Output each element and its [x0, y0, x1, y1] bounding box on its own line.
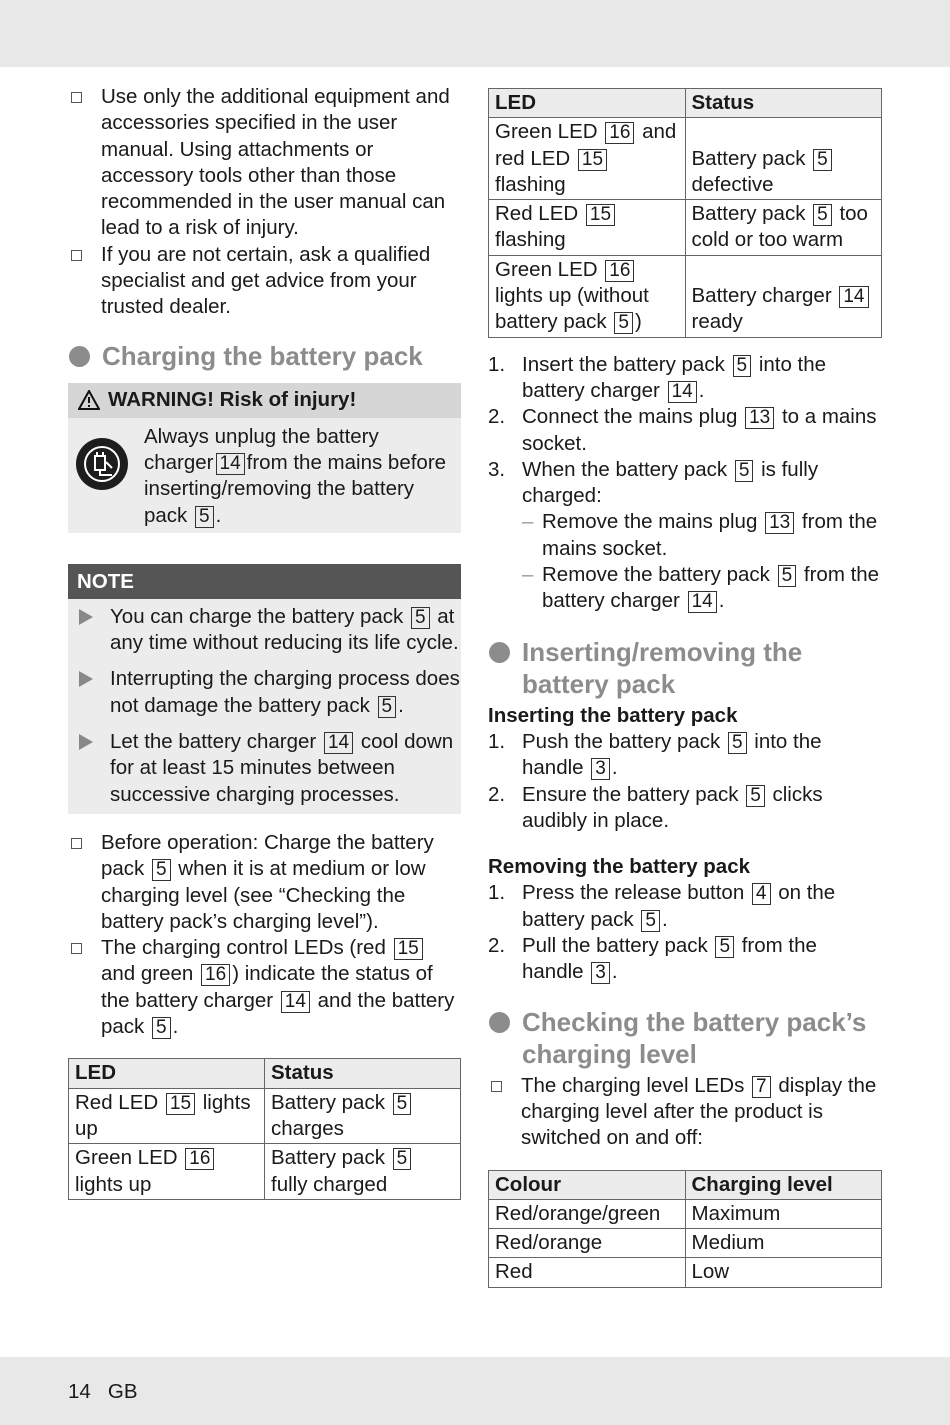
triangle-bullet-icon — [79, 734, 93, 750]
table-cell: Red LED 15 flashing — [489, 200, 686, 256]
table-header-row — [489, 1170, 882, 1199]
bullet-item: Use only the additional equipment and accessories specified in the user manual. Using attachments or accessory tools other than those recommended in the user manual can lead to a risk of injury. — [68, 84, 461, 242]
warning-body — [68, 418, 461, 533]
table-row — [489, 255, 882, 337]
table-header-row — [69, 1059, 461, 1088]
subheading-inserting: Inserting the battery pack — [488, 703, 738, 727]
note-box — [68, 564, 461, 814]
warning-title: WARNING! Risk of injury! — [108, 388, 357, 412]
led-status-table-2 — [488, 88, 882, 338]
table-cell: Red — [489, 1258, 686, 1287]
section-title: Charging the battery pack — [102, 340, 423, 371]
table-header-cell: LED — [69, 1059, 265, 1088]
table-header-cell: Charging level — [685, 1170, 882, 1199]
bullet-item: If you are not certain, ask a qualified specialist and get advice from your trusted dealer. — [68, 242, 461, 321]
table-row — [489, 1229, 882, 1258]
charging-steps — [488, 352, 882, 510]
section-heading-charging — [68, 340, 461, 372]
table-header-cell: Status — [685, 89, 882, 118]
table-cell: Battery pack 5 defective — [685, 118, 882, 200]
table-row — [489, 118, 882, 200]
table-header-row — [489, 89, 882, 118]
table-cell: Battery charger 14 ready — [685, 255, 882, 337]
table-cell: Red/orange — [489, 1229, 686, 1258]
dash-item: – Remove the battery pack 5 from the battery charger 14 . — [488, 562, 882, 615]
table-row — [489, 1258, 882, 1287]
table-cell: Red/orange/green — [489, 1199, 686, 1228]
unplug-icon — [76, 438, 128, 490]
page-number: 14 GB — [68, 1380, 138, 1403]
list-item: 2. Ensure the battery pack 5 clicks audibly in place. — [488, 782, 823, 832]
table-header-cell: Colour — [489, 1170, 686, 1199]
table-row — [69, 1144, 461, 1200]
table-cell: Green LED 16 lights up — [69, 1144, 265, 1200]
header-band — [0, 0, 950, 67]
footer-band — [0, 1357, 950, 1425]
led-status-table — [68, 1058, 461, 1199]
section-heading-checking — [488, 1006, 882, 1070]
table-row — [489, 200, 882, 256]
bullet-item: The charging level LEDs 7 display the charging level after the product is switched on and off: — [488, 1073, 882, 1152]
list-item: 1. Press the release button 4 on the battery pack 5 . — [488, 881, 836, 931]
warning-triangle-icon — [78, 390, 100, 410]
removing-steps — [488, 880, 882, 985]
subheading-removing: Removing the battery pack — [488, 855, 751, 879]
warning-header — [68, 383, 461, 418]
table-row — [489, 1199, 882, 1228]
table-header-cell: Status — [265, 1059, 461, 1088]
section-title: Inserting/removing the battery pack — [522, 636, 803, 699]
table-cell: Battery pack 5 charges — [265, 1088, 461, 1144]
table-cell: Green LED 16 and red LED 15 flashing — [489, 118, 686, 200]
table-cell: Low — [685, 1258, 882, 1287]
bullet-dot-icon — [489, 1012, 510, 1033]
note-item: Let the battery charger 14 cool down for at least 15 minutes between successive charging processes. — [68, 729, 461, 808]
note-header: NOTE — [68, 564, 461, 599]
table-cell: Medium — [685, 1229, 882, 1258]
table-cell: Red LED 15 lights up — [69, 1088, 265, 1144]
table-cell: Green LED 16 lights up (without battery pack 5 ) — [489, 255, 686, 337]
bullet-dot-icon — [489, 642, 510, 663]
list-item: 2. Connect the mains plug 13 to a mains socket. — [488, 405, 877, 455]
table-row — [69, 1088, 461, 1144]
list-item: 1. Insert the battery pack 5 into the battery charger 14 . — [488, 352, 827, 402]
section-heading-inserting — [488, 636, 882, 700]
dash-item: – Remove the mains plug 13 from the mains socket. — [488, 509, 882, 562]
table-cell: Battery pack 5 too cold or too warm — [685, 200, 882, 256]
list-item: 2. Pull the battery pack 5 from the handle 3 . — [488, 934, 817, 984]
charging-level-table — [488, 1170, 882, 1288]
warning-box — [68, 383, 461, 533]
table-header-cell: LED — [489, 89, 686, 118]
triangle-bullet-icon — [79, 671, 93, 687]
list-item: 1. Push the battery pack 5 into the handle 3 . — [488, 729, 822, 780]
table-cell: Maximum — [685, 1199, 882, 1228]
bullet-dot-icon — [69, 346, 90, 367]
note-item: You can charge the battery pack 5 at any time without reducing its life cycle. — [68, 604, 461, 657]
bullet-item: Before operation: Charge the battery pack 5 when it is at medium or low charging level (see “Checking the battery pack’s charging level”). — [68, 830, 461, 935]
table-cell: Battery pack 5 fully charged — [265, 1144, 461, 1200]
inserting-steps — [488, 729, 882, 834]
right-column — [488, 88, 882, 1288]
list-item: 3. When the battery pack 5 is fully charged: — [488, 457, 819, 508]
warning-text: Always unplug the battery charger 14 from the mains before inserting/removing the battery pack 5 . — [144, 424, 447, 527]
left-column — [68, 84, 461, 1200]
note-item: Interrupting the charging process does not damage the battery pack 5 . — [68, 666, 461, 719]
section-title: Checking the battery pack’s charging level — [522, 1006, 867, 1069]
triangle-bullet-icon — [79, 609, 93, 625]
bullet-item: The charging control LEDs (red 15 and green 16 ) indicate the status of the battery charger 14 and the battery pack 5 . — [68, 935, 461, 1040]
